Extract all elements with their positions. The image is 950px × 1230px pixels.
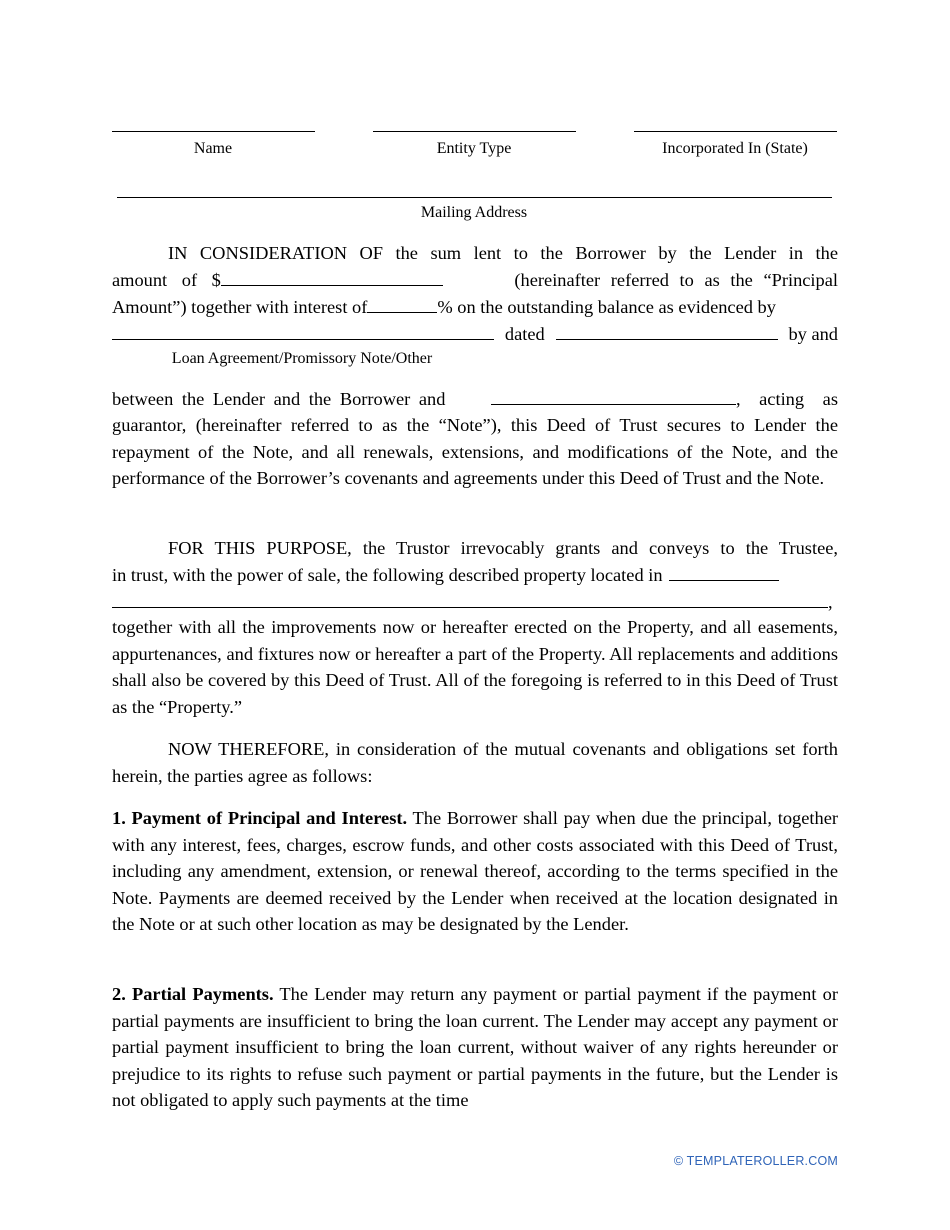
purpose-line-3 — [112, 589, 838, 616]
acting-as-text: , acting as — [735, 389, 838, 409]
entity-type-line[interactable] — [373, 131, 576, 132]
section-2-heading: 2. Partial Payments. — [112, 984, 274, 1004]
document-type-label: Loan Agreement/Promissory Note/Other — [171, 350, 433, 367]
consideration-line-2 — [112, 267, 838, 294]
amount-label — [112, 267, 443, 293]
guarantor-blank[interactable] — [491, 386, 736, 405]
name-label: Name — [193, 140, 233, 157]
mailing-address-line[interactable] — [117, 197, 832, 198]
guarantor-field — [491, 386, 838, 412]
purpose-text-2: in trust, with the power of sale, the following described property located in — [112, 565, 663, 585]
incorporated-line[interactable] — [634, 131, 837, 132]
consideration-line-1 — [112, 240, 838, 267]
purpose-comma: , — [828, 592, 833, 612]
interest-label — [112, 294, 776, 320]
therefore-paragraph: NOW THEREFORE, in consideration of the mutual covenants and obligations set forth herein, the parties agree as follows: — [112, 739, 838, 786]
section-2-paragraph — [112, 981, 838, 1114]
mailing-address-label: Mailing Address — [420, 204, 528, 221]
section-1-heading: 1. Payment of Principal and Interest. — [112, 808, 408, 828]
guarantor-line-1 — [112, 386, 838, 413]
by-and-text: by and — [788, 324, 838, 344]
incorporated-label: Incorporated In (State) — [662, 140, 808, 157]
guarantor-prefix: between the Lender and the Borrower and — [112, 389, 446, 409]
property-location-blank[interactable] — [669, 562, 779, 581]
dated-blank[interactable] — [556, 321, 778, 340]
consideration-text-1: IN CONSIDERATION OF the sum lent to the Borrower by the Lender in the — [168, 243, 838, 263]
guarantor-paragraph: guarantor, (hereinafter referred to as the “Note”), this Deed of Trust secures to Lender the repayment of the Note, and all renewals, extensions, and modifications of the Note, and the performance of the Borrower’s covenants and agreements under this Deed of Trust and the Note. — [112, 415, 838, 488]
amount-blank[interactable] — [221, 267, 443, 286]
interest-prefix: Amount”) together with interest of — [112, 297, 368, 317]
interest-suffix: % on the outstanding balance as evidenced by — [437, 297, 776, 317]
purpose-line-2 — [112, 562, 838, 589]
consideration-line-4 — [112, 321, 838, 348]
purpose-line-1 — [112, 535, 838, 562]
evidence-document-blank[interactable] — [112, 321, 494, 340]
entity-type-label: Entity Type — [436, 140, 512, 157]
principal-text: (hereinafter referred to as the “Principal — [514, 270, 838, 290]
section-1-paragraph — [112, 805, 838, 938]
interest-rate-blank[interactable] — [367, 294, 437, 313]
purpose-paragraph: together with all the improvements now or hereafter erected on the Property, and all easements, appurtenances, and fixtures now or hereafter a part of the Property. All replacements and additions shall also be covered by this Deed of Trust. All of the foregoing is referred to in this Deed of Trust as the “Property.” — [112, 617, 838, 717]
section-1-text: The Borrower shall pay when due the principal, together with any interest, fees, charges, escrow funds, and other costs associated with this Deed of Trust, including any amendment, extension, or renewal thereof, according to the terms specified in the Note. Payments are deemed received by the Lender when received at the location designated in the Note or at such other location as may be designated by the Lender. — [112, 808, 838, 934]
name-line[interactable] — [112, 131, 315, 132]
section-2-text: The Lender may return any payment or partial payment if the payment or partial payments are insufficient to bring the loan current. The Lender may accept any payment or partial payment insufficient to bring the loan current, without waiver of any rights hereunder or prejudice to its rights to refuse such payment or partial payments in the future, but the Lender is not obligated to apply such payments at the time — [112, 984, 838, 1110]
amount-prefix: amount of $ — [112, 270, 221, 290]
copyright-link[interactable]: © TEMPLATEROLLER.COM — [673, 1154, 838, 1168]
dated-text: dated — [504, 324, 545, 344]
purpose-text-1: FOR THIS PURPOSE, the Trustor irrevocably grants and conveys to the Trustee, — [168, 538, 838, 558]
property-description-blank[interactable] — [112, 589, 828, 608]
consideration-line-3 — [112, 294, 838, 321]
